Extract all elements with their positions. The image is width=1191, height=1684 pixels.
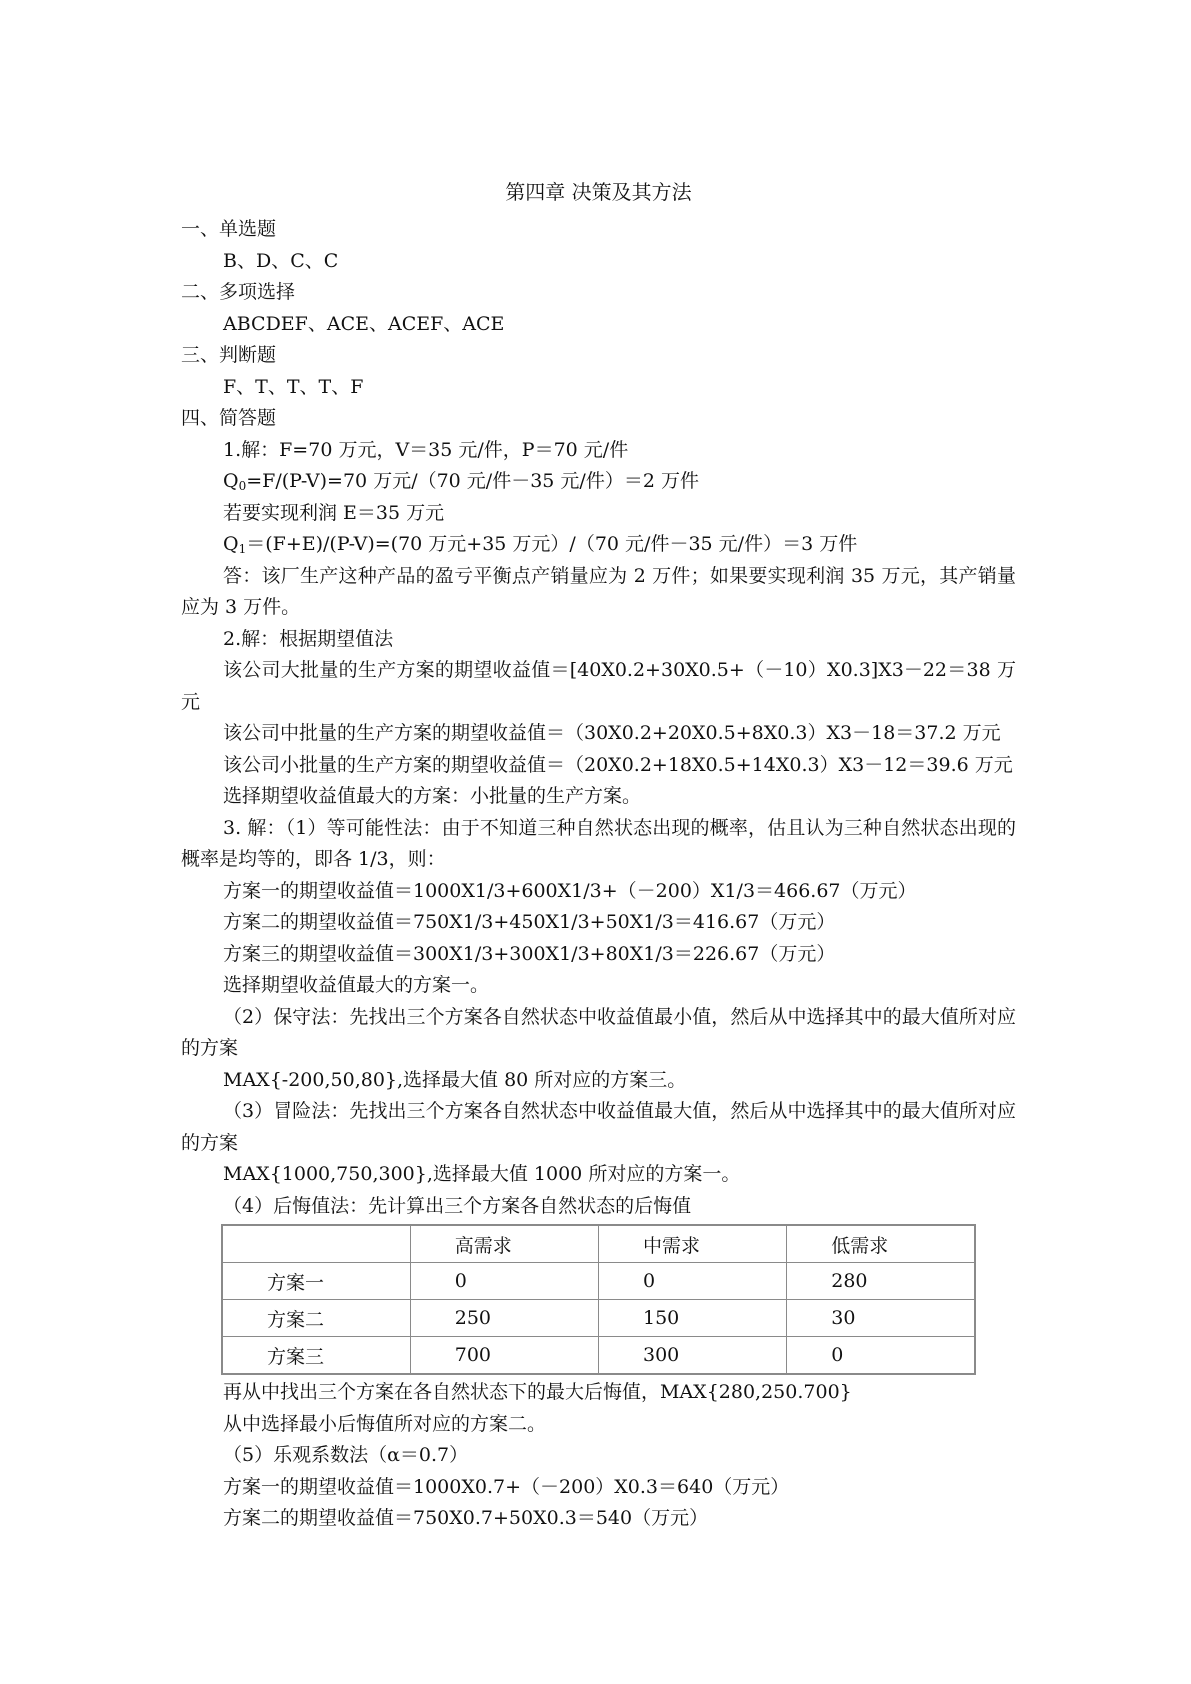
table-header-mid: 中需求 [599, 1225, 787, 1263]
q1-breakeven-formula: $Q_0=F/(P-V)=70$ 万元/（70 元/件－35 元/件）＝2 万件 [223, 470, 699, 493]
section-1-heading: 一、单选题 [181, 218, 277, 240]
table-row [222, 1225, 975, 1263]
table-cell: 方案一 [222, 1263, 410, 1300]
q3-regret-max: 再从中找出三个方案在各自然状态下的最大后悔值，MAX{280,250.700} [223, 1381, 852, 1403]
document-page [181, 176, 1016, 1535]
q3-equal-probability: 3. 解：（1）等可能性法：由于不知道三种自然状态出现的概率，估且认为三种自然状态出现的概率是均等的，即各 1/3，则： [181, 816, 1016, 870]
section-2-heading: 二、多项选择 [181, 281, 296, 303]
regret-table [221, 1224, 976, 1375]
q2-big-batch: 该公司大批量的生产方案的期望收益值＝[40X0.2+30X0.5+（－10）X0.3]X3－22＝38 万元 [181, 659, 1016, 713]
table-cell: 280 [787, 1263, 975, 1300]
table-cell: 方案三 [222, 1337, 410, 1375]
table-row [222, 1263, 975, 1300]
q3-plan1-expected: 方案一的期望收益值＝1000X1/3+600X1/3+（－200）X1/3＝466.67（万元） [223, 879, 917, 902]
q3-regret-choice: 从中选择最小后悔值所对应的方案二。 [223, 1412, 547, 1435]
q3-plan2-expected: 方案二的期望收益值＝750X1/3+450X1/3+50X1/3＝416.67（万元） [223, 911, 836, 933]
table-cell: 700 [410, 1337, 598, 1375]
q2-mid-batch: 该公司中批量的生产方案的期望收益值＝（30X0.2+20X0.5+8X0.3）X3－18＝37.2 万元 [223, 722, 1001, 744]
table-header-low: 低需求 [787, 1225, 975, 1263]
q2-choice: 选择期望收益值最大的方案：小批量的生产方案。 [223, 785, 642, 807]
table-cell: 250 [410, 1300, 598, 1337]
section-4-heading: 四、简答题 [181, 407, 277, 429]
q3-optimism-plan2: 方案二的期望收益值＝750X0.7+50X0.3＝540（万元） [223, 1507, 709, 1529]
q3-risk-max: MAX{1000,750,300},选择最大值 1000 所对应的方案一。 [223, 1163, 741, 1185]
q1-answer: 答：该厂生产这种产品的盈亏平衡点产销量应为 2 万件；如果要实现利润 35 万元，其产销量应为 3 万件。 [181, 564, 1016, 618]
q3-optimism-intro: （5）乐观系数法（α＝0.7） [223, 1444, 469, 1466]
q3-regret-intro: （4）后悔值法：先计算出三个方案各自然状态的后悔值 [223, 1194, 692, 1217]
table-row [222, 1300, 975, 1337]
q2-small-batch: 该公司小批量的生产方案的期望收益值＝（20X0.2+18X0.5+14X0.3）X3－12＝39.6 万元 [223, 753, 1013, 776]
q3-risk: （3）冒险法：先找出三个方案各自然状态中收益值最大值，然后从中选择其中的最大值所对应的方案 [181, 1100, 1016, 1154]
table-cell: 0 [599, 1263, 787, 1300]
table-cell: 150 [599, 1300, 787, 1337]
table-header-high: 高需求 [410, 1225, 598, 1263]
table-cell: 0 [410, 1263, 598, 1300]
q3-conservative: （2）保守法：先找出三个方案各自然状态中收益值最小值，然后从中选择其中的最大值所对应的方案 [181, 1005, 1016, 1059]
table-cell: 方案二 [222, 1300, 410, 1337]
table-cell: 0 [787, 1337, 975, 1375]
q3-equal-choice: 选择期望收益值最大的方案一。 [223, 974, 490, 996]
q1-given: 1.解：F=70 万元，V＝35 元/件，P＝70 元/件 [223, 438, 629, 461]
q1-target-formula: $Q_1=(F+E)/(P-V)=(70$ 万元+35 万元）/（70 元/件－35 元/件）＝3 万件 [223, 533, 858, 556]
table-cell: 300 [599, 1337, 787, 1375]
q2-intro: 2.解：根据期望值法 [223, 627, 394, 650]
q3-optimism-plan1: 方案一的期望收益值＝1000X0.7+（－200）X0.3＝640（万元） [223, 1475, 790, 1498]
section-2-answers: ABCDEF、ACE、ACEF、ACE [223, 312, 505, 335]
q1-target-profit: 若要实现利润 E＝35 万元 [223, 501, 445, 524]
chapter-title: 第四章 决策及其方法 [505, 180, 692, 204]
q3-plan3-expected: 方案三的期望收益值＝300X1/3+300X1/3+80X1/3＝226.67（万元） [223, 942, 836, 965]
section-1-answers: B、D、C、C [223, 249, 339, 272]
table-cell: 30 [787, 1300, 975, 1337]
section-3-heading: 三、判断题 [181, 344, 277, 366]
table-row [222, 1337, 975, 1375]
q3-conservative-max: MAX{-200,50,80},选择最大值 80 所对应的方案三。 [223, 1068, 687, 1091]
table-cell [222, 1225, 410, 1263]
section-3-answers: F、T、T、T、F [223, 375, 364, 398]
